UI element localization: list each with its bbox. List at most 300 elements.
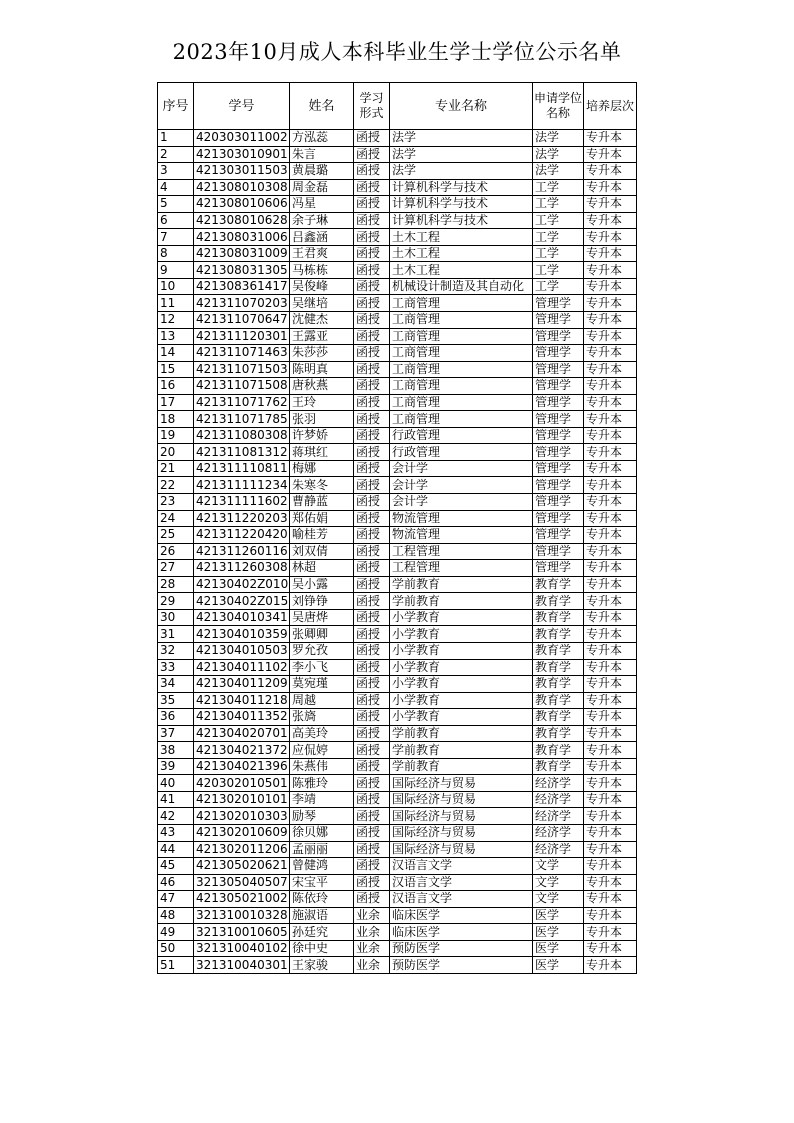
cell-major: 会计学 [390, 460, 533, 477]
cell-name: 张羽 [290, 411, 354, 428]
cell-student-id: 421303011503 [194, 163, 290, 180]
cell-major: 行政管理 [390, 427, 533, 444]
cell-name: 孙廷究 [290, 924, 354, 941]
cell-degree: 教育学 [533, 692, 584, 709]
cell-degree: 管理学 [533, 427, 584, 444]
cell-study-form: 业余 [354, 940, 390, 957]
cell-study-form: 函授 [354, 891, 390, 908]
cell-major: 工商管理 [390, 361, 533, 378]
cell-level: 专升本 [584, 460, 637, 477]
cell-degree: 文学 [533, 891, 584, 908]
table-row [158, 378, 637, 395]
cell-level: 专升本 [584, 940, 637, 957]
table-row [158, 957, 637, 974]
cell-degree: 管理学 [533, 510, 584, 527]
cell-study-form: 函授 [354, 361, 390, 378]
cell-name: 刘双倩 [290, 543, 354, 560]
table-row [158, 245, 637, 262]
cell-name: 吴俊峰 [290, 278, 354, 295]
cell-name: 吕鑫涵 [290, 229, 354, 246]
cell-major: 土木工程 [390, 229, 533, 246]
table-row [158, 924, 637, 941]
cell-name: 黄晨璐 [290, 163, 354, 180]
cell-level: 专升本 [584, 527, 637, 544]
cell-major: 学前教育 [390, 758, 533, 775]
cell-study-form: 函授 [354, 212, 390, 229]
cell-level: 专升本 [584, 262, 637, 279]
cell-name: 朱莎莎 [290, 345, 354, 362]
cell-major: 法学 [390, 163, 533, 180]
cell-student-id: 421311070203 [194, 295, 290, 312]
cell-student-id: 421304010503 [194, 642, 290, 659]
cell-level: 专升本 [584, 874, 637, 891]
cell-degree: 医学 [533, 940, 584, 957]
cell-study-form: 函授 [354, 494, 390, 511]
header-degree: 申请学位名称 [533, 83, 584, 130]
cell-student-id: 42130402Z015 [194, 593, 290, 610]
cell-major: 土木工程 [390, 245, 533, 262]
cell-student-id: 421311070647 [194, 312, 290, 329]
cell-level: 专升本 [584, 278, 637, 295]
cell-major: 工商管理 [390, 328, 533, 345]
cell-level: 专升本 [584, 378, 637, 395]
cell-degree: 管理学 [533, 328, 584, 345]
cell-study-form: 函授 [354, 295, 390, 312]
cell-name: 蒋琪红 [290, 444, 354, 461]
cell-major: 学前教育 [390, 725, 533, 742]
cell-study-form: 函授 [354, 626, 390, 643]
cell-study-form: 函授 [354, 179, 390, 196]
cell-seq: 15 [158, 361, 194, 378]
cell-major: 汉语言文学 [390, 891, 533, 908]
table-row [158, 626, 637, 643]
table-row [158, 361, 637, 378]
cell-student-id: 421311071762 [194, 394, 290, 411]
cell-name: 沈健杰 [290, 312, 354, 329]
cell-student-id: 421308031305 [194, 262, 290, 279]
cell-study-form: 函授 [354, 527, 390, 544]
cell-name: 宋宝平 [290, 874, 354, 891]
cell-student-id: 321310040102 [194, 940, 290, 957]
cell-student-id: 421308031006 [194, 229, 290, 246]
table-row [158, 278, 637, 295]
cell-study-form: 函授 [354, 196, 390, 213]
cell-major: 计算机科学与技术 [390, 212, 533, 229]
cell-level: 专升本 [584, 858, 637, 875]
cell-seq: 40 [158, 775, 194, 792]
cell-seq: 32 [158, 642, 194, 659]
table-row [158, 858, 637, 875]
cell-name: 冯星 [290, 196, 354, 213]
cell-name: 施淑语 [290, 907, 354, 924]
cell-name: 张旖 [290, 709, 354, 726]
cell-seq: 39 [158, 758, 194, 775]
cell-student-id: 421302010609 [194, 824, 290, 841]
cell-level: 专升本 [584, 212, 637, 229]
cell-level: 专升本 [584, 907, 637, 924]
cell-student-id: 420302010501 [194, 775, 290, 792]
table-row [158, 212, 637, 229]
cell-level: 专升本 [584, 758, 637, 775]
cell-student-id: 421311220203 [194, 510, 290, 527]
cell-seq: 50 [158, 940, 194, 957]
cell-study-form: 函授 [354, 278, 390, 295]
cell-degree: 文学 [533, 858, 584, 875]
cell-major: 国际经济与贸易 [390, 841, 533, 858]
table-row [158, 725, 637, 742]
cell-study-form: 函授 [354, 858, 390, 875]
cell-degree: 管理学 [533, 560, 584, 577]
table-row [158, 824, 637, 841]
cell-study-form: 函授 [354, 146, 390, 163]
cell-level: 专升本 [584, 196, 637, 213]
cell-degree: 经济学 [533, 808, 584, 825]
cell-name: 许梦娇 [290, 427, 354, 444]
cell-degree: 教育学 [533, 709, 584, 726]
table-row [158, 477, 637, 494]
cell-study-form: 函授 [354, 444, 390, 461]
cell-student-id: 421305021002 [194, 891, 290, 908]
cell-degree: 管理学 [533, 527, 584, 544]
cell-student-id: 421304011209 [194, 676, 290, 693]
cell-degree: 管理学 [533, 460, 584, 477]
cell-name: 张卿卿 [290, 626, 354, 643]
table-row [158, 775, 637, 792]
table-body [158, 130, 637, 974]
table-row [158, 891, 637, 908]
cell-degree: 教育学 [533, 725, 584, 742]
cell-name: 陈雅玲 [290, 775, 354, 792]
cell-seq: 8 [158, 245, 194, 262]
cell-seq: 10 [158, 278, 194, 295]
cell-seq: 6 [158, 212, 194, 229]
header-major: 专业名称 [390, 83, 533, 130]
cell-study-form: 函授 [354, 262, 390, 279]
cell-major: 国际经济与贸易 [390, 775, 533, 792]
cell-student-id: 42130402Z010 [194, 576, 290, 593]
cell-name: 莫宛瑾 [290, 676, 354, 693]
cell-student-id: 421302010303 [194, 808, 290, 825]
cell-student-id: 421311080308 [194, 427, 290, 444]
cell-major: 国际经济与贸易 [390, 824, 533, 841]
cell-student-id: 421305020621 [194, 858, 290, 875]
cell-major: 小学教育 [390, 676, 533, 693]
cell-study-form: 函授 [354, 775, 390, 792]
cell-study-form: 函授 [354, 808, 390, 825]
table-row [158, 907, 637, 924]
cell-study-form: 业余 [354, 924, 390, 941]
table-row [158, 179, 637, 196]
cell-seq: 7 [158, 229, 194, 246]
cell-major: 工商管理 [390, 345, 533, 362]
cell-seq: 25 [158, 527, 194, 544]
cell-degree: 教育学 [533, 626, 584, 643]
cell-student-id: 421311260308 [194, 560, 290, 577]
cell-study-form: 函授 [354, 245, 390, 262]
cell-level: 专升本 [584, 328, 637, 345]
cell-student-id: 421308010628 [194, 212, 290, 229]
cell-seq: 46 [158, 874, 194, 891]
cell-name: 应侃婷 [290, 742, 354, 759]
cell-student-id: 421308031009 [194, 245, 290, 262]
header-name: 姓名 [290, 83, 354, 130]
cell-name: 吴小露 [290, 576, 354, 593]
cell-degree: 工学 [533, 179, 584, 196]
cell-level: 专升本 [584, 676, 637, 693]
cell-study-form: 函授 [354, 394, 390, 411]
cell-major: 行政管理 [390, 444, 533, 461]
cell-seq: 26 [158, 543, 194, 560]
cell-major: 小学教育 [390, 659, 533, 676]
cell-name: 徐贝娜 [290, 824, 354, 841]
cell-major: 汉语言文学 [390, 858, 533, 875]
cell-degree: 法学 [533, 146, 584, 163]
cell-seq: 16 [158, 378, 194, 395]
cell-seq: 30 [158, 609, 194, 626]
cell-study-form: 函授 [354, 312, 390, 329]
cell-student-id: 421304011218 [194, 692, 290, 709]
cell-degree: 法学 [533, 130, 584, 147]
cell-level: 专升本 [584, 427, 637, 444]
cell-student-id: 421308361417 [194, 278, 290, 295]
cell-student-id: 421311111234 [194, 477, 290, 494]
table-row [158, 609, 637, 626]
cell-student-id: 421304021372 [194, 742, 290, 759]
cell-study-form: 函授 [354, 328, 390, 345]
cell-degree: 医学 [533, 957, 584, 974]
cell-level: 专升本 [584, 494, 637, 511]
cell-degree: 教育学 [533, 609, 584, 626]
cell-level: 专升本 [584, 659, 637, 676]
cell-level: 专升本 [584, 477, 637, 494]
cell-major: 预防医学 [390, 940, 533, 957]
cell-name: 朱燕伟 [290, 758, 354, 775]
cell-seq: 45 [158, 858, 194, 875]
cell-study-form: 函授 [354, 543, 390, 560]
cell-student-id: 421311071503 [194, 361, 290, 378]
cell-major: 国际经济与贸易 [390, 791, 533, 808]
cell-major: 物流管理 [390, 527, 533, 544]
cell-level: 专升本 [584, 345, 637, 362]
cell-seq: 44 [158, 841, 194, 858]
cell-student-id: 321310010328 [194, 907, 290, 924]
cell-name: 梅娜 [290, 460, 354, 477]
cell-degree: 教育学 [533, 742, 584, 759]
cell-name: 吴唐烨 [290, 609, 354, 626]
table-row [158, 494, 637, 511]
cell-level: 专升本 [584, 130, 637, 147]
cell-major: 工商管理 [390, 295, 533, 312]
cell-name: 吴继培 [290, 295, 354, 312]
cell-level: 专升本 [584, 394, 637, 411]
cell-seq: 18 [158, 411, 194, 428]
cell-degree: 工学 [533, 196, 584, 213]
cell-degree: 法学 [533, 163, 584, 180]
table-row [158, 328, 637, 345]
roster-table [157, 82, 637, 974]
table-row [158, 543, 637, 560]
cell-study-form: 函授 [354, 642, 390, 659]
cell-study-form: 函授 [354, 229, 390, 246]
cell-major: 工程管理 [390, 560, 533, 577]
cell-level: 专升本 [584, 543, 637, 560]
cell-major: 工商管理 [390, 411, 533, 428]
cell-name: 刘铮铮 [290, 593, 354, 610]
cell-study-form: 函授 [354, 378, 390, 395]
cell-level: 专升本 [584, 957, 637, 974]
cell-level: 专升本 [584, 444, 637, 461]
cell-level: 专升本 [584, 791, 637, 808]
cell-name: 喻桂芳 [290, 527, 354, 544]
cell-major: 汉语言文学 [390, 874, 533, 891]
table-row [158, 411, 637, 428]
cell-major: 小学教育 [390, 626, 533, 643]
cell-degree: 管理学 [533, 295, 584, 312]
table-row [158, 510, 637, 527]
cell-major: 法学 [390, 130, 533, 147]
cell-degree: 文学 [533, 874, 584, 891]
cell-major: 临床医学 [390, 907, 533, 924]
cell-level: 专升本 [584, 609, 637, 626]
table-row [158, 444, 637, 461]
cell-name: 罗允孜 [290, 642, 354, 659]
cell-degree: 教育学 [533, 659, 584, 676]
cell-seq: 11 [158, 295, 194, 312]
table-row [158, 659, 637, 676]
table-row [158, 676, 637, 693]
cell-degree: 教育学 [533, 593, 584, 610]
cell-name: 李靖 [290, 791, 354, 808]
cell-degree: 经济学 [533, 775, 584, 792]
cell-study-form: 函授 [354, 874, 390, 891]
cell-student-id: 421304010359 [194, 626, 290, 643]
cell-major: 预防医学 [390, 957, 533, 974]
cell-study-form: 函授 [354, 709, 390, 726]
cell-major: 工商管理 [390, 394, 533, 411]
cell-student-id: 421311120301 [194, 328, 290, 345]
cell-degree: 管理学 [533, 543, 584, 560]
cell-student-id: 421304011352 [194, 709, 290, 726]
cell-name: 余子琳 [290, 212, 354, 229]
cell-study-form: 函授 [354, 742, 390, 759]
table-row [158, 295, 637, 312]
cell-name: 林超 [290, 560, 354, 577]
cell-level: 专升本 [584, 642, 637, 659]
table-row [158, 791, 637, 808]
cell-name: 周越 [290, 692, 354, 709]
cell-level: 专升本 [584, 510, 637, 527]
cell-major: 会计学 [390, 477, 533, 494]
cell-study-form: 业余 [354, 907, 390, 924]
cell-degree: 医学 [533, 907, 584, 924]
cell-seq: 41 [158, 791, 194, 808]
cell-degree: 教育学 [533, 758, 584, 775]
cell-seq: 48 [158, 907, 194, 924]
cell-student-id: 421311071463 [194, 345, 290, 362]
cell-seq: 3 [158, 163, 194, 180]
table-row [158, 709, 637, 726]
cell-major: 计算机科学与技术 [390, 179, 533, 196]
cell-seq: 29 [158, 593, 194, 610]
cell-name: 高美玲 [290, 725, 354, 742]
cell-seq: 37 [158, 725, 194, 742]
cell-student-id: 421303010901 [194, 146, 290, 163]
table-header-row [158, 83, 637, 130]
cell-major: 学前教育 [390, 593, 533, 610]
table-row [158, 196, 637, 213]
cell-study-form: 函授 [354, 692, 390, 709]
cell-name: 朱寒冬 [290, 477, 354, 494]
cell-degree: 教育学 [533, 576, 584, 593]
header-level: 培养层次 [584, 83, 637, 130]
cell-degree: 管理学 [533, 378, 584, 395]
cell-level: 专升本 [584, 245, 637, 262]
cell-seq: 17 [158, 394, 194, 411]
cell-degree: 教育学 [533, 676, 584, 693]
cell-name: 郑佑娟 [290, 510, 354, 527]
cell-level: 专升本 [584, 924, 637, 941]
cell-major: 会计学 [390, 494, 533, 511]
cell-level: 专升本 [584, 808, 637, 825]
cell-major: 工程管理 [390, 543, 533, 560]
cell-name: 朱言 [290, 146, 354, 163]
cell-major: 土木工程 [390, 262, 533, 279]
cell-seq: 12 [158, 312, 194, 329]
table-row [158, 874, 637, 891]
cell-degree: 工学 [533, 262, 584, 279]
cell-seq: 14 [158, 345, 194, 362]
cell-level: 专升本 [584, 626, 637, 643]
table-row [158, 130, 637, 147]
table-row [158, 394, 637, 411]
cell-student-id: 421304010341 [194, 609, 290, 626]
cell-name: 唐秋燕 [290, 378, 354, 395]
table-row [158, 312, 637, 329]
cell-study-form: 函授 [354, 758, 390, 775]
table-row [158, 593, 637, 610]
table-row [158, 841, 637, 858]
header-student-id: 学号 [194, 83, 290, 130]
cell-study-form: 函授 [354, 345, 390, 362]
cell-degree: 管理学 [533, 411, 584, 428]
cell-level: 专升本 [584, 229, 637, 246]
cell-level: 专升本 [584, 742, 637, 759]
cell-name: 王露亚 [290, 328, 354, 345]
table-row [158, 427, 637, 444]
cell-degree: 经济学 [533, 791, 584, 808]
cell-student-id: 421308010308 [194, 179, 290, 196]
cell-level: 专升本 [584, 361, 637, 378]
cell-study-form: 函授 [354, 427, 390, 444]
cell-student-id: 421311111602 [194, 494, 290, 511]
cell-major: 国际经济与贸易 [390, 808, 533, 825]
cell-seq: 42 [158, 808, 194, 825]
cell-study-form: 函授 [354, 510, 390, 527]
cell-level: 专升本 [584, 560, 637, 577]
cell-name: 马栋栋 [290, 262, 354, 279]
cell-study-form: 函授 [354, 841, 390, 858]
cell-level: 专升本 [584, 179, 637, 196]
cell-study-form: 函授 [354, 609, 390, 626]
cell-study-form: 函授 [354, 725, 390, 742]
cell-study-form: 函授 [354, 560, 390, 577]
cell-seq: 1 [158, 130, 194, 147]
cell-major: 小学教育 [390, 709, 533, 726]
cell-seq: 22 [158, 477, 194, 494]
cell-name: 陈依玲 [290, 891, 354, 908]
cell-name: 徐中史 [290, 940, 354, 957]
cell-level: 专升本 [584, 824, 637, 841]
